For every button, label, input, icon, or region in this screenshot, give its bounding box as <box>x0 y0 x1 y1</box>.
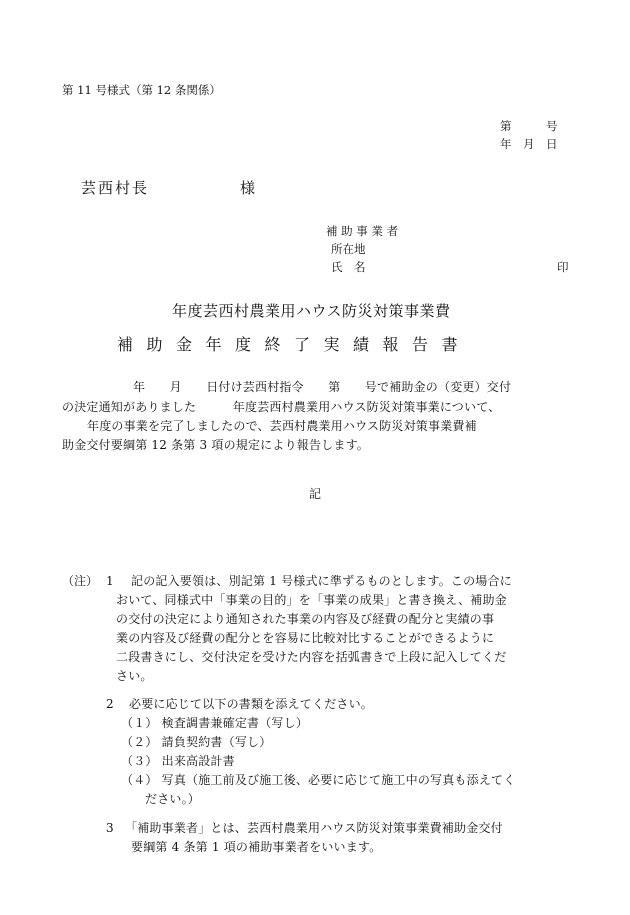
ki-heading: 記 <box>309 487 322 501</box>
addressee-name: 芸西村長 <box>81 179 150 197</box>
note-line: さい。 <box>116 669 153 683</box>
applicant-address-label: 所在地 <box>331 242 366 256</box>
attachment-item: （１） 検査調書兼確定書（写し） <box>121 716 309 730</box>
note-line: 要綱第 4 条第 1 項の補助事業者をいいます。 <box>131 840 382 854</box>
note-number: 3 <box>106 821 114 835</box>
addressee-honorific: 様 <box>240 179 256 197</box>
applicant-name-label: 氏 名 <box>331 260 366 274</box>
note-line: 二段書きにし、交付決定を受けた内容を括弧書きで上段に記入してくだ <box>116 650 507 664</box>
form-label: 第 11 号様式（第 12 条関係） <box>62 83 221 97</box>
seal-mark: 印 <box>557 260 569 274</box>
attachment-item: （３） 出来高設計書 <box>121 754 235 768</box>
note-line: 記の記入要領は、別記第 1 号様式に準ずるものとします。この場合に <box>131 574 512 588</box>
note-number: 2 <box>106 697 114 711</box>
note-line: おいて、同様式中「事業の目的」を「事業の成果」と書き換え、補助金 <box>116 593 507 607</box>
note-number: 1 <box>106 574 114 588</box>
body-line: の決定通知がありました 年度芸西村農業用ハウス防災対策事業について、 <box>62 400 501 414</box>
document-title-line1: 年度芸西村農業用ハウス防災対策事業費 <box>172 302 451 320</box>
body-line: 年 月 日付け芸西村指令 第 号で補助金の（変更）交付 <box>133 380 512 394</box>
document-title-line2: 補助金年度終了実績報告書 <box>117 335 472 354</box>
note-line: 必要に応じて以下の書類を添えてください。 <box>129 697 374 711</box>
note-line: の交付の決定により通知された事業の内容及び経費の配分と実績の事 <box>116 612 495 626</box>
doc-number: 第 号 <box>500 119 558 133</box>
attachment-item: （２） 請負契約書（写し） <box>121 735 272 749</box>
note-line: 業の内容及び経費の配分とを容易に比較対比することができるように <box>116 631 495 645</box>
note-line: 「補助事業者」とは、芸西村農業用ハウス防災対策事業費補助金交付 <box>125 821 503 835</box>
applicant-title: 補 助 事 業 者 <box>326 224 399 238</box>
body-line: 助金交付要綱第 12 条第 3 項の規定により報告します。 <box>62 438 370 452</box>
attachment-item-continued: ださい。） <box>145 792 201 806</box>
attachment-item: （４） 写真（施工前及び施工後、必要に応じて施工中の写真も添えてく <box>121 773 516 787</box>
notes-label: （注） <box>62 574 99 588</box>
doc-date: 年 月 日 <box>500 137 558 151</box>
body-line: 年度の事業を完了しましたので、芸西村農業用ハウス防災対策事業費補 <box>87 419 477 433</box>
